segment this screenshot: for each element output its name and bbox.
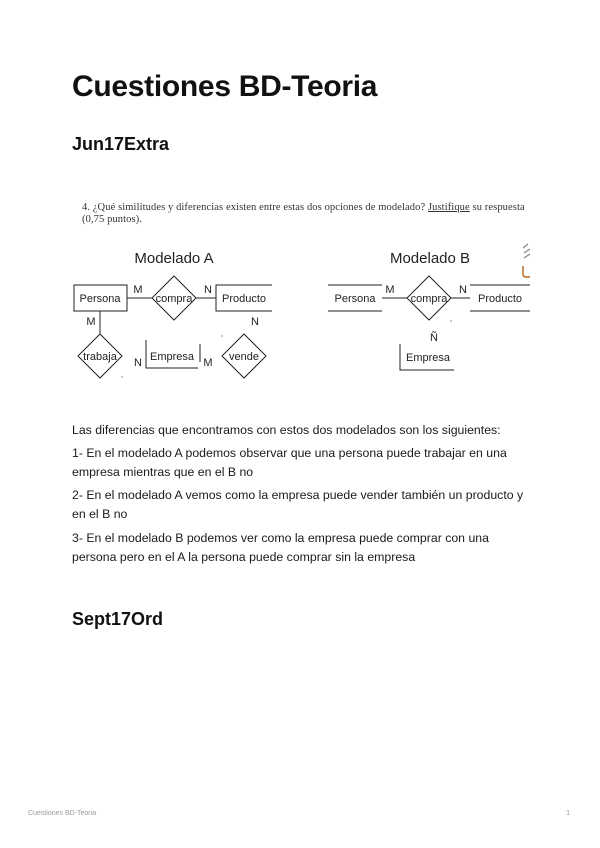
university-logo-fragment: [523, 244, 530, 277]
entity-empresa-a-label: Empresa: [149, 351, 195, 363]
relation-compra-a-label: compra: [155, 293, 193, 305]
answer-point-1: 1- En el modelado A podemos observar que una persona puede trabajar en una empresa mientras que en el B no: [72, 446, 507, 479]
footer-page-number: 1: [566, 810, 570, 817]
page-title: Cuestiones BD-Teoria: [72, 70, 378, 103]
entity-producto-a-label: Producto: [221, 293, 267, 305]
question-prefix: 4. ¿Qué similitudes y diferencias existen entre estas dos opciones de modelado?: [82, 202, 428, 213]
card-b-compra-empresa: Ñ: [430, 332, 438, 344]
answer-point-3: 3- En el modelado B podemos ver como la empresa puede comprar con una persona pero en el A la persona puede comprar sin la empresa: [72, 531, 489, 564]
card-a-producto-vende: N: [251, 316, 259, 328]
relation-trabaja-a-label: trabaja: [83, 351, 117, 363]
scan-speck: [450, 320, 451, 321]
card-a-trabaja-empresa: N: [134, 357, 142, 369]
card-a-persona-trabaja: M: [86, 316, 96, 328]
answer-point-2: 2- En el modelado A vemos como la empresa puede vender también un producto y en el B no: [72, 488, 524, 521]
entity-empresa-b-label: Empresa: [405, 352, 451, 364]
card-a-compra-producto: N: [204, 284, 212, 296]
scan-speck: [221, 335, 222, 336]
scanned-question-image: [72, 194, 530, 384]
card-a-persona-compra: M: [133, 284, 143, 296]
model-b-title: Modelado B: [389, 250, 471, 267]
answer-intro: Las diferencias que encontramos con estos dos modelados son los siguientes:: [72, 423, 501, 437]
section-heading-jun17extra: Jun17Extra: [72, 134, 170, 154]
entity-persona-a-label: Persona: [79, 293, 121, 305]
er-diagrams: [72, 194, 530, 384]
entity-persona-b-label: Persona: [334, 293, 376, 305]
footer-document-title: Cuestiones BD-Teoria: [28, 810, 97, 817]
section-heading-sept17ord: Sept17Ord: [72, 609, 164, 629]
card-b-compra-producto: N: [459, 284, 467, 296]
relation-vende-a-label: vende: [229, 351, 259, 363]
relation-compra-b-label: compra: [410, 293, 448, 305]
card-a-empresa-vende: M: [203, 357, 213, 369]
model-a-title: Modelado A: [134, 250, 214, 267]
question-underlined-word: Justifique: [427, 202, 470, 213]
scan-speck: [121, 376, 122, 377]
card-b-persona-compra: M: [385, 284, 395, 296]
entity-producto-b-label: Producto: [477, 293, 523, 305]
question-suffix: su respuesta (0,75 puntos).: [82, 202, 525, 225]
